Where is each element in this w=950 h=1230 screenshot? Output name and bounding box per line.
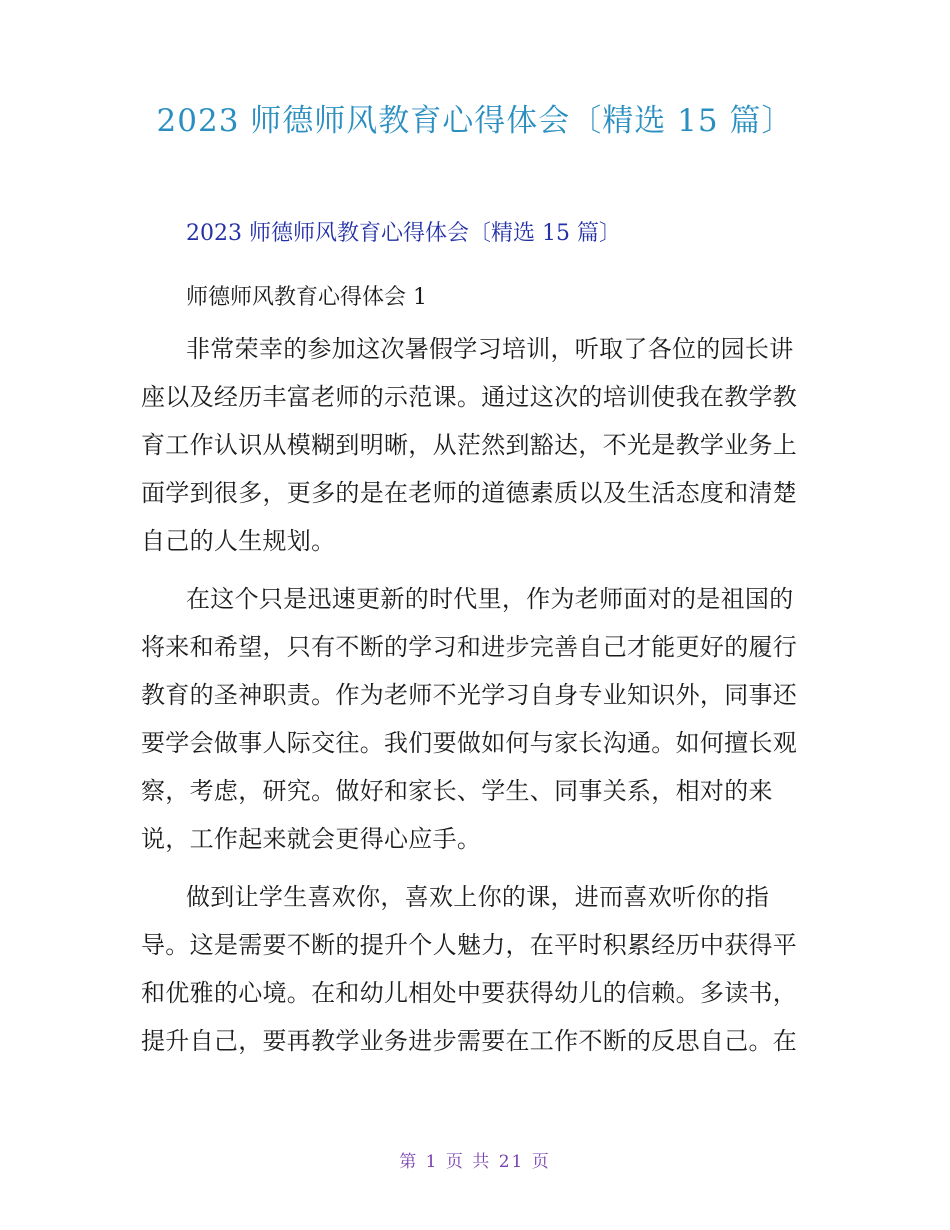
paragraph-line: 非常荣幸的参加这次暑假学习培训，听取了各位的园长讲 bbox=[186, 335, 794, 363]
paragraph-line: 自己的人生规划。 bbox=[141, 527, 336, 555]
paragraph-line: 座以及经历丰富老师的示范课。通过这次的培训使我在教学教 bbox=[141, 383, 798, 411]
paragraph-line: 面学到很多，更多的是在老师的道德素质以及生活态度和清楚 bbox=[141, 479, 798, 507]
paragraph-line: 在这个只是迅速更新的时代里，作为老师面对的是祖国的 bbox=[186, 585, 794, 613]
paragraph-line: 教育的圣神职责。作为老师不光学习自身专业知识外，同事还 bbox=[141, 681, 798, 709]
paragraph-line: 察，考虑，研究。做好和家长、学生、同事关系，相对的来 bbox=[141, 777, 773, 805]
section-label: 师德师风教育心得体会 1 bbox=[186, 285, 427, 310]
paragraph-line: 和优雅的心境。在和幼儿相处中要获得幼儿的信赖。多读书， bbox=[141, 979, 798, 1007]
page-footer: 第 1 页 共 21 页 bbox=[399, 1152, 551, 1172]
paragraph-line: 提升自己，要再教学业务进步需要在工作不断的反思自己。在 bbox=[141, 1027, 798, 1055]
paragraph-line: 要学会做事人际交往。我们要做如何与家长沟通。如何擅长观 bbox=[141, 729, 798, 757]
page-title: 2023 师德师风教育心得体会〔精选 15 篇〕 bbox=[156, 103, 794, 139]
paragraph-line: 做到让学生喜欢你，喜欢上你的课，进而喜欢听你的指 bbox=[186, 883, 770, 911]
paragraph bbox=[141, 325, 821, 565]
paragraph bbox=[141, 575, 821, 863]
paragraph-line: 说，工作起来就会更得心应手。 bbox=[141, 825, 482, 853]
body-text bbox=[141, 325, 821, 1065]
paragraph bbox=[141, 873, 821, 1065]
paragraph-line: 育工作认识从模糊到明晰，从茫然到豁达，不光是教学业务上 bbox=[141, 431, 798, 459]
paragraph-line: 将来和希望，只有不断的学习和进步完善自己才能更好的履行 bbox=[141, 633, 798, 661]
paragraph-line: 导。这是需要不断的提升个人魅力，在平时积累经历中获得平 bbox=[141, 931, 798, 959]
document-heading: 2023 师德师风教育心得体会〔精选 15 篇〕 bbox=[186, 221, 621, 246]
